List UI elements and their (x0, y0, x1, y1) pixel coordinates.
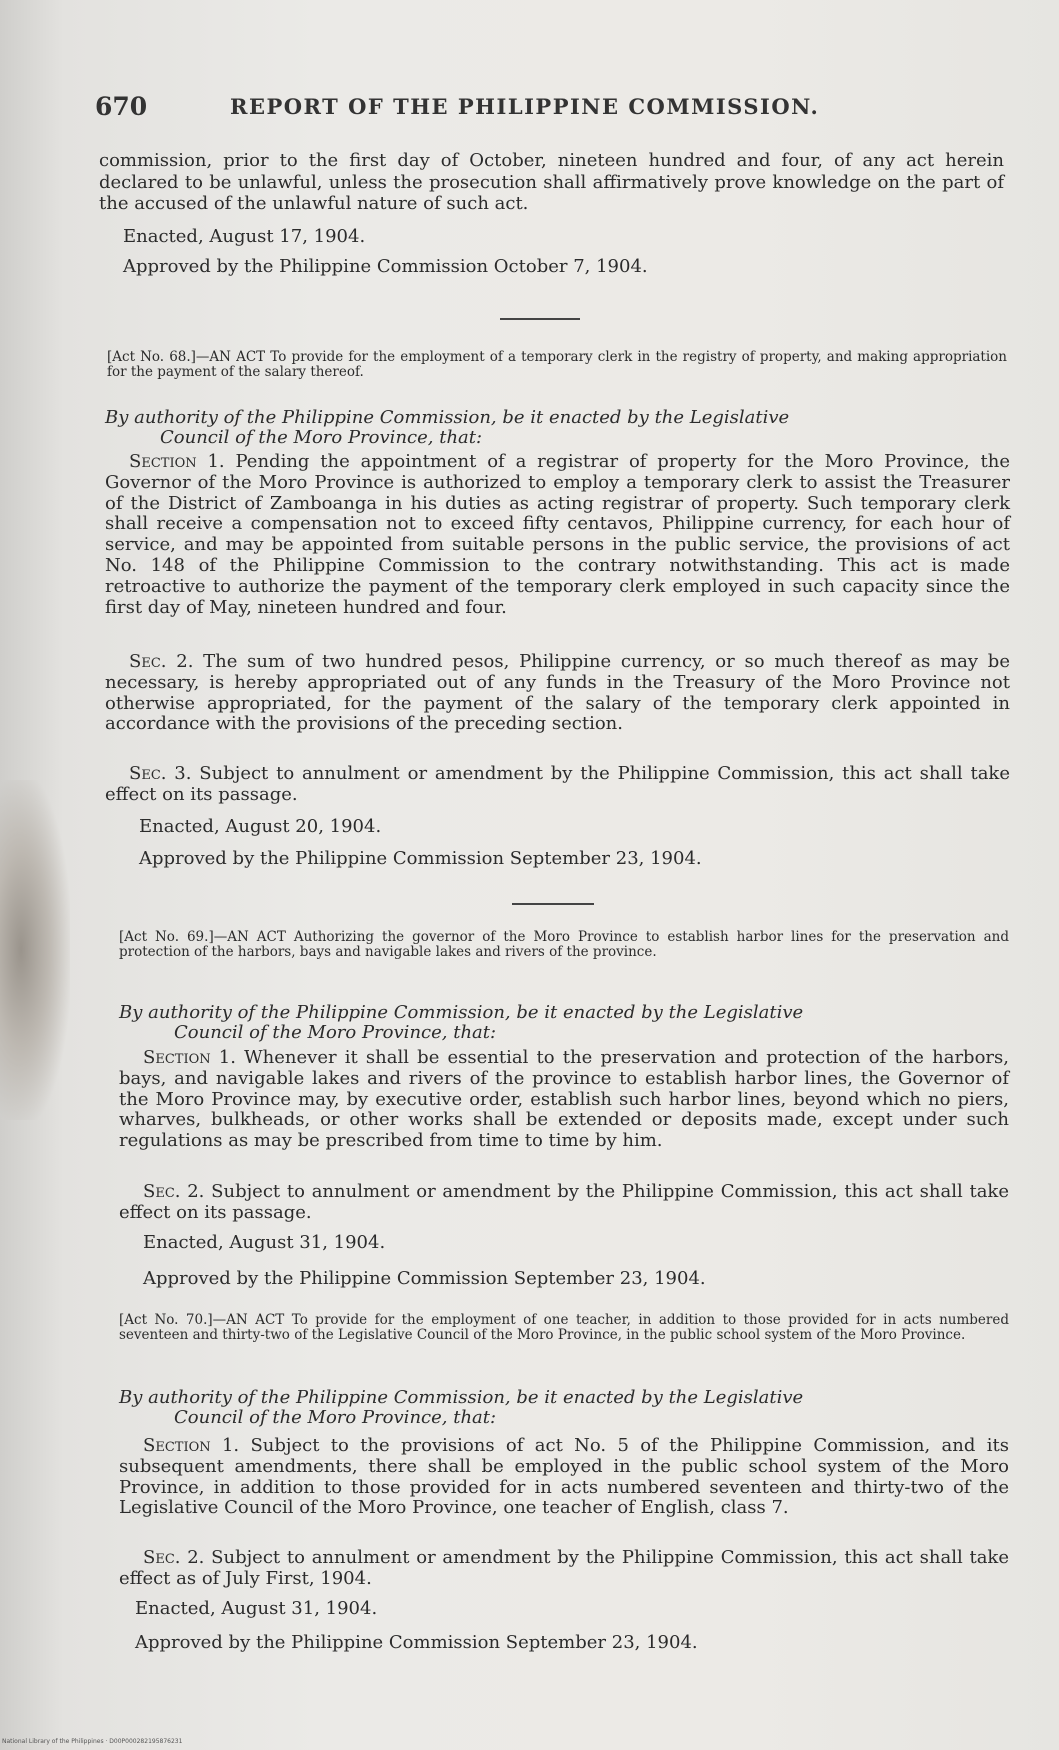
section-label: Sec. 2. (143, 1547, 205, 1568)
act-69-section-1 (119, 1048, 1009, 1152)
page-number: 670 (95, 92, 148, 121)
section-label: Section 1. (143, 1435, 240, 1456)
act-70-approved: Approved by the Philippine Commission September 23, 1904. (135, 1632, 698, 1653)
section-label: Sec. 3. (129, 763, 192, 784)
separator-rule (500, 318, 580, 320)
act-70-enacted: Enacted, August 31, 1904. (135, 1598, 378, 1619)
section-text: The sum of two hundred pesos, Philippine currency, or so much thereof as may be necessary, is hereby appropriated out of any funds in the Treasury of the Moro Province not otherwise appropriated, for the payment of the salary of the temporary clerk appointed in accordance with the provisions of the preceding section. (105, 651, 1010, 735)
authority-line-1: By authority of the Philippine Commission, be it enacted by the Legislative (105, 407, 790, 428)
authority-line-2: Council of the Moro Province, that: (174, 1407, 497, 1428)
act-69-enacted: Enacted, August 31, 1904. (143, 1232, 386, 1253)
act-68-section-2 (105, 652, 1010, 735)
section-label: Section 1. (129, 451, 225, 472)
act-68-section-3 (105, 764, 1010, 806)
act-68-approved: Approved by the Philippine Commission September 23, 1904. (139, 848, 702, 869)
act-69-heading: [Act No. 69.]—AN ACT Authorizing the governor of the Moro Province to establish harbor lines for the preservation and protection of the harbors, bays and navigable lakes and rivers of the province. (119, 929, 1009, 960)
act-68-section-1 (105, 452, 1010, 618)
section-text: Whenever it shall be essential to the preservation and protection of the harbors, bays, and navigable lakes and rivers of the province to establish harbor lines, the Governor of the Moro Province may, by executive order, establish such harbor lines, beyond which no piers, wharves, bulkheads, or other works shall be extended or deposits made, except under such regulations as may be prescribed from time to time by him. (119, 1047, 1009, 1152)
act-69-approved: Approved by the Philippine Commission September 23, 1904. (143, 1268, 706, 1289)
act-70-section-2 (119, 1548, 1009, 1590)
act-68-enacted: Enacted, August 20, 1904. (139, 816, 382, 837)
binding-shadow (0, 780, 70, 1120)
running-title: REPORT OF THE PHILIPPINE COMMISSION. (230, 94, 820, 119)
act-69-section-2 (119, 1182, 1009, 1224)
act-68-authority (105, 408, 1010, 448)
authority-line-2: Council of the Moro Province, that: (160, 427, 483, 448)
act-69-authority (119, 1003, 1009, 1043)
continuation-paragraph: commission, prior to the first day of October, nineteen hundred and four, of any act herein declared to be unlawful, unless the prosecution shall affirmatively prove knowledge on the part of the accused of the unlawful nature of such act. (99, 150, 1004, 214)
section-label: Sec. 2. (129, 651, 194, 672)
separator-rule (512, 903, 594, 905)
section-text: Pending the appointment of a registrar of property for the Moro Province, the Governor of the Moro Province is authorized to employ a temporary clerk to assist the Treasurer of the District of Zamboanga in his duties as acting registrar of property. Such temporary clerk shall receive a compensation not to exceed fifty centavos, Philippine currency, for each hour of service, and may be appointed from suitable persons in the public service, the provisions of act No. 148 of the Philippine Commission to the contrary notwithstanding. This act is made retroactive to authorize the payment of the temporary clerk employed in such capacity since the first day of May, nineteen hundred and four. (105, 451, 1010, 618)
continuation-enacted: Enacted, August 17, 1904. (123, 226, 366, 247)
continuation-approved: Approved by the Philippine Commission October 7, 1904. (123, 256, 648, 277)
section-text: Subject to annulment or amendment by the Philippine Commission, this act shall take effect on its passage. (119, 1181, 1009, 1223)
authority-line-1: By authority of the Philippine Commission, be it enacted by the Legislative (119, 1002, 804, 1023)
act-68-heading: [Act No. 68.]—AN ACT To provide for the employment of a temporary clerk in the registry of property, and making appropriation for the payment of the salary thereof. (107, 349, 1007, 380)
section-text: Subject to annulment or amendment by the Philippine Commission, this act shall take effect on its passage. (105, 763, 1010, 805)
section-text: Subject to annulment or amendment by the Philippine Commission, this act shall take effect as of July First, 1904. (119, 1547, 1009, 1589)
authority-line-1: By authority of the Philippine Commission, be it enacted by the Legislative (119, 1387, 804, 1408)
section-label: Sec. 2. (143, 1181, 205, 1202)
act-70-section-1 (119, 1436, 1009, 1519)
source-footer: National Library of the Philippines · D00P000282195876231 (2, 1738, 183, 1745)
authority-line-2: Council of the Moro Province, that: (174, 1022, 497, 1043)
act-70-authority (119, 1388, 1009, 1428)
page-header (95, 92, 1015, 132)
section-label: Section 1. (143, 1047, 236, 1068)
act-70-heading: [Act No. 70.]—AN ACT To provide for the employment of one teacher, in addition to those provided for in acts numbered seventeen and thirty-two of the Legislative Council of the Moro Province, in the public school system of the Moro Province. (119, 1312, 1009, 1343)
section-text: Subject to the provisions of act No. 5 of the Philippine Commission, and its subsequent amendments, there shall be employed in the public school system of the Moro Province, in addition to those provided for in acts numbered seventeen and thirty-two of the Legislative Council of the Moro Province, one teacher of English, class 7. (119, 1435, 1009, 1519)
